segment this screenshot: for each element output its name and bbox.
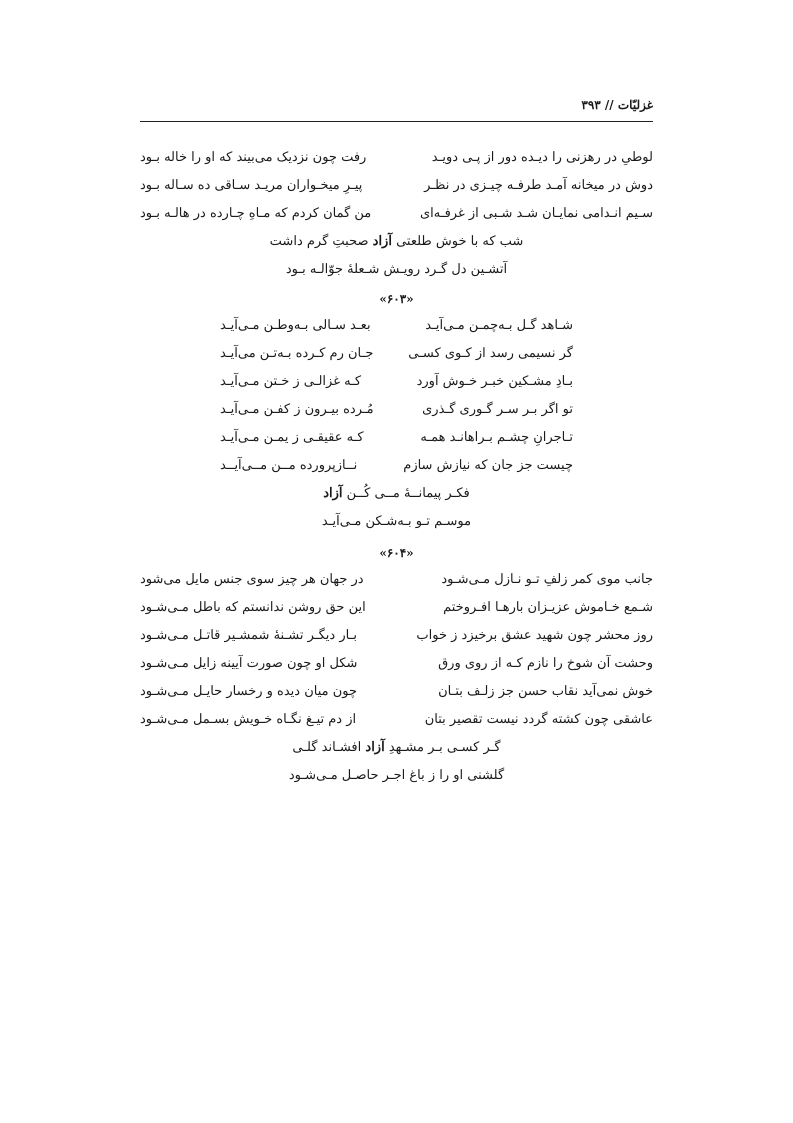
closing-text: گـر کسـی بـر مشـهدِ [384,740,501,755]
poet-name: آزاد [323,486,343,501]
second-hemistich: بعـد سـالی بـه‌وطـن مـی‌آیـد [220,318,371,333]
first-hemistich: دوش در میخانه آمـد طرفـه چیـزی در نظـر [424,178,653,193]
second-hemistich: مُـرده بیـرون ز کفـن مـی‌آیـد [220,402,374,417]
second-hemistich: این حق روشن ندانستم که باطل مـی‌شـود [140,600,366,615]
poem-604 [140,540,653,790]
verse-row [140,594,653,622]
second-hemistich: پیـرِ میخـواران مریـد سـاقی ده سـاله بـود [140,178,363,193]
first-hemistich: لوطیِ در رهزنی را دیـده دور از پـی دویـد [431,150,653,165]
poem-number: «۶۰۳» [379,292,414,306]
verse-row [140,368,653,396]
second-hemistich: کـه غزالـی ز خـتن مـی‌آیـد [220,374,362,389]
poet-name: آزاد [365,740,385,755]
second-hemistich: من گمان کردم که مـاهِ چـارده در هالـه بـود [140,206,372,221]
second-hemistich: رفت چون نزدیک می‌بیند که او را خاله بـود [140,150,367,165]
second-hemistich: چون میان دیده و رخسار حایـل مـی‌شـود [140,684,358,699]
closing-verse-line1 [140,734,653,762]
first-hemistich: تو اگر بـر سـر گـوری گـذری [422,402,573,417]
first-hemistich: شـاهد گـل بـه‌چمـن مـی‌آیـد [425,318,573,333]
first-hemistich: شـمع خـاموش عزیـزان بارهـا افـروختم [443,600,653,615]
closing-text: شب که با خوش طلعتی [391,234,524,249]
closing-verse-line1 [220,480,573,508]
first-hemistich: سـیم انـدامی نمایـان شـد شـبی از غرفـه‌ای [420,206,653,221]
closing-verse [140,480,653,536]
running-header: غزلیّات // ۳۹۳ [581,98,653,112]
verse-row [140,396,653,424]
verse-row [140,172,653,200]
first-hemistich: عاشقی چون کشته گردد نیست تقصیر بتان [424,712,653,727]
header-rule [140,121,653,122]
first-hemistich: جانب موی کمر زلفِ تـو نـازل مـی‌شـود [441,572,653,587]
verse-row [140,452,653,480]
verse-row [140,200,653,228]
first-hemistich: تـاجرانِ چشـم بـراهانـد همـه [420,430,573,445]
poet-name: آزاد [372,234,392,249]
closing-text: صحبتِ گرم داشت [269,234,373,249]
verse-row [140,144,653,172]
first-hemistich: وحشت آن شوخ را نازم کـه از روی ورق [438,656,653,671]
poem-603 [140,286,653,536]
poem-continuation [140,144,653,284]
second-hemistich: از دم تیـغ نگـاه خـویش بسـمل مـی‌شـود [140,712,357,727]
second-hemistich: کـه عقیقـی ز یمـن مـی‌آیـد [220,430,364,445]
verse-row [140,424,653,452]
closing-verse-line2: آتشـین دل گـرد رویـش شـعلهٔ جوّالـه بـود [285,262,508,277]
verse-row [140,678,653,706]
verse-row [140,650,653,678]
verse-row [140,706,653,734]
poem-number: «۶۰۴» [379,546,414,560]
verse-row [140,566,653,594]
second-hemistich: جـان رم کـرده بـه‌تـن می‌آیـد [220,346,374,361]
first-hemistich: بـادِ مشـکین خبـر خـوش آورد [416,374,573,389]
first-hemistich: گر نسیمی رسد از کـوی کسـی [408,346,573,361]
second-hemistich: نــازپرورده مــن مــی‌آیــد [220,458,358,473]
first-hemistich: روز محشر چون شهید عشق برخیزد ز خواب [416,628,653,643]
second-hemistich: شکل او چون صورت آیینه زایل مـی‌شـود [140,656,358,671]
second-hemistich: در جهان هر چیز سوی جنس مایل می‌شود [140,572,364,587]
closing-verse-line1 [140,228,653,256]
verse-row [140,312,653,340]
closing-text: فکـر پیمانــهٔ مــی کُــن [342,486,470,501]
first-hemistich: چیست جز جان که نیازش سازم [403,458,573,473]
verse-row [140,622,653,650]
closing-verse-line2: گلشنی او را ز باغ اجـر حاصـل مـی‌شـود [288,768,505,783]
second-hemistich: بـار دیگـر تشـنهٔ شمشـیر قاتـل مـی‌شـود [140,628,357,643]
verse-row [140,340,653,368]
closing-verse-line2: موسـم تـو بـه‌شـکن مـی‌آیـد [321,514,472,529]
closing-text: افشـاند گلـی [292,740,366,755]
first-hemistich: خوش نمی‌آید نقاب حسن جز زلـف بتـان [438,684,653,699]
